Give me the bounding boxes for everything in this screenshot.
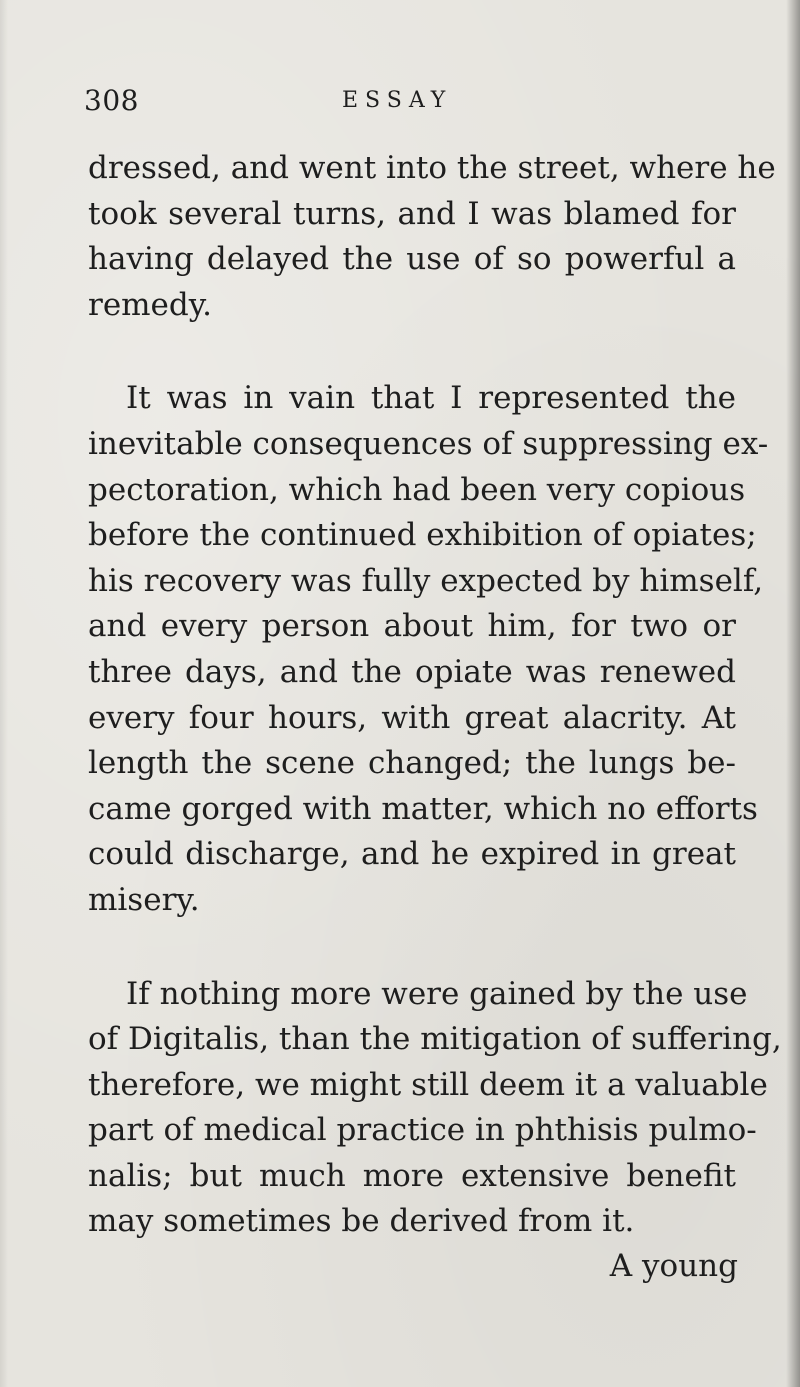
text-line: dressed, and went into the street, where he [88, 150, 776, 186]
paragraph-1 [88, 146, 776, 328]
paragraph-spacer [88, 328, 736, 376]
text-line: every four hours, with great alacrity. At [88, 699, 736, 736]
text-line: may sometimes be derived from it. [88, 1203, 635, 1240]
text-line: It was in vain that I represented the [126, 380, 736, 417]
text-line: having delayed the use of so powerful a [88, 241, 736, 278]
page-right-shadow [786, 0, 800, 1387]
text-line: inevitable consequences of suppressing ex- [88, 425, 769, 462]
text-line: of Digitalis, than the mitigation of suffering, [88, 1021, 782, 1058]
text-line: misery. [88, 881, 200, 918]
text-line: remedy. [88, 286, 212, 323]
text-line: If nothing more were gained by the use [126, 975, 748, 1012]
text-line: therefore, we might still deem it a valuable [88, 1066, 768, 1103]
text-line: could discharge, and he expired in great [88, 836, 736, 873]
catchword: A young [609, 1248, 738, 1284]
body-text [88, 146, 782, 1245]
text-line: took several turns, and I was blamed for [88, 195, 736, 232]
page-header [84, 84, 724, 128]
running-head: ESSAY [342, 88, 453, 113]
text-line: pectoration, which had been very copious [88, 471, 746, 508]
text-line: three days, and the opiate was renewed [88, 653, 736, 690]
text-line: and every person about him, for two or [88, 608, 736, 645]
text-line: before the continued exhibition of opiates; [88, 517, 757, 554]
text-line: his recovery was fully expected by himself, [88, 562, 764, 599]
paragraph-2 [88, 376, 769, 923]
paragraph-3 [88, 972, 782, 1246]
text-line: length the scene changed; the lungs be- [88, 745, 736, 782]
paragraph-spacer [88, 924, 736, 972]
text-line: part of medical practice in phthisis pulmo- [88, 1112, 757, 1149]
text-line: nalis; but much more extensive benefit [88, 1157, 736, 1194]
page-left-shadow [0, 0, 8, 1387]
text-line: came gorged with matter, which no efforts [88, 790, 758, 827]
page-number: 308 [84, 84, 139, 117]
